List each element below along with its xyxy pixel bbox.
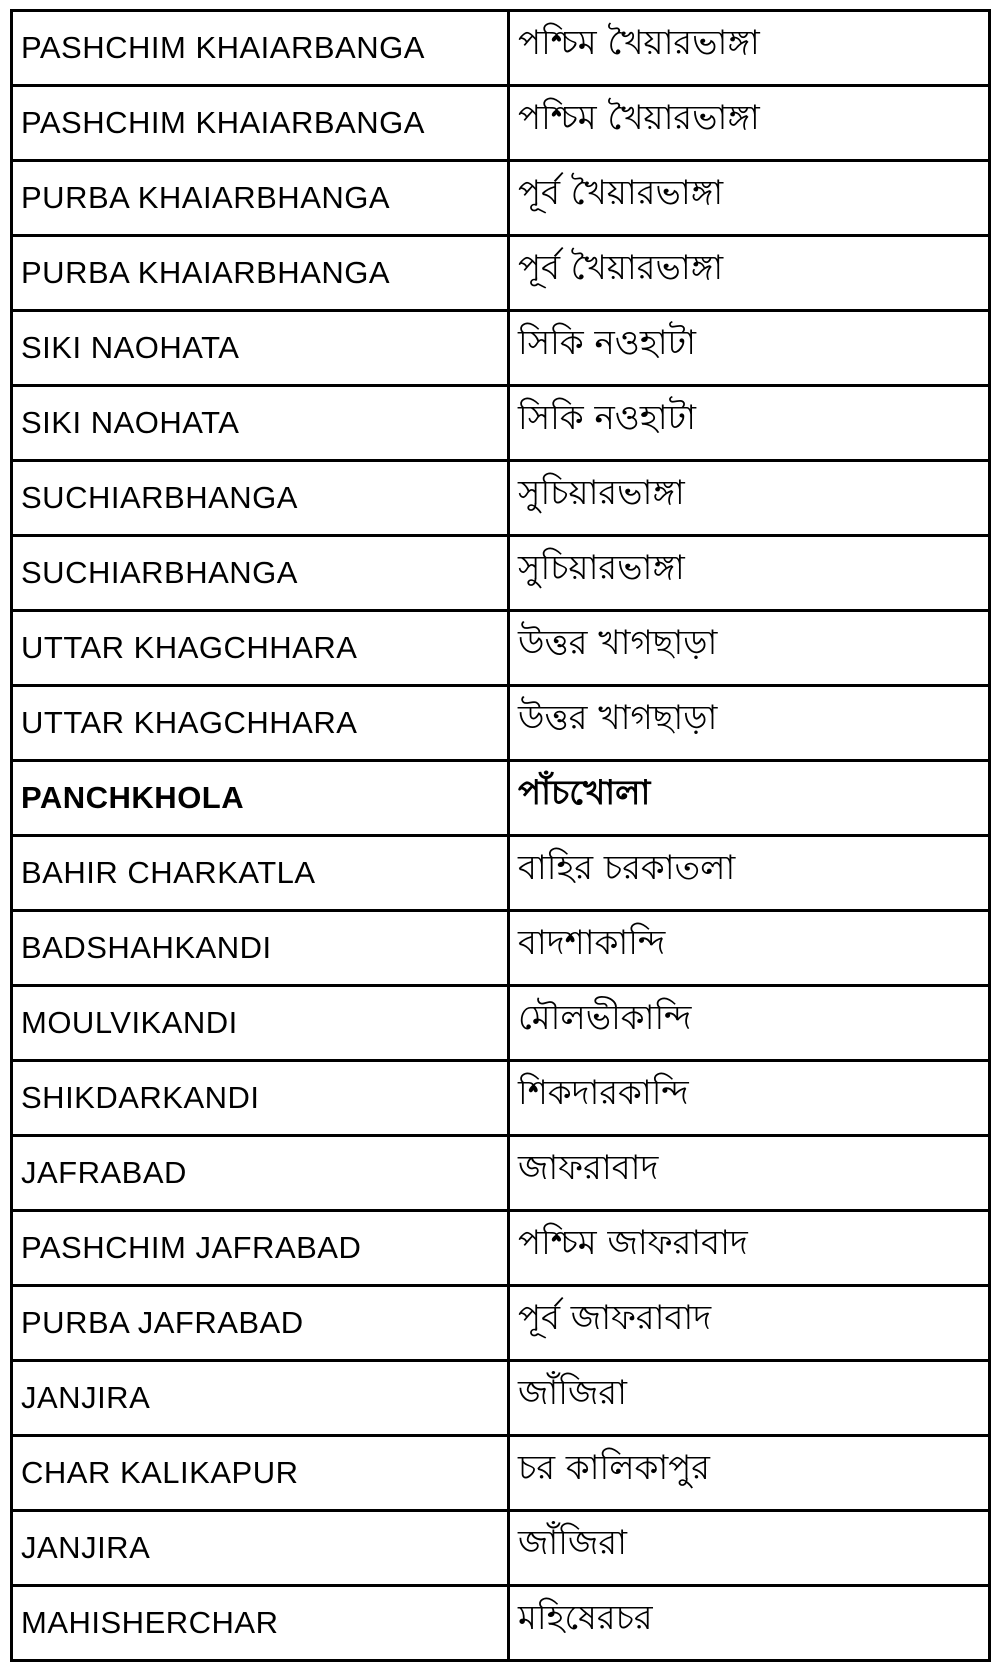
- english-name-cell: SUCHIARBHANGA: [12, 536, 509, 611]
- table-row: [12, 461, 990, 536]
- bengali-name-cell: জাঁজিরা: [509, 1511, 990, 1586]
- table-row: [12, 761, 990, 836]
- english-name-cell: SIKI NAOHATA: [12, 386, 509, 461]
- english-name-cell: PURBA KHAIARBHANGA: [12, 161, 509, 236]
- table-row: [12, 1586, 990, 1661]
- bengali-name-cell: জাফরাবাদ: [509, 1136, 990, 1211]
- table-row: [12, 386, 990, 461]
- table-row: [12, 536, 990, 611]
- bengali-name-cell: মহিষেরচর: [509, 1586, 990, 1661]
- bengali-name-cell: পাঁচখোলা: [509, 761, 990, 836]
- english-name-cell: UTTAR KHAGCHHARA: [12, 686, 509, 761]
- bengali-name-cell: পশ্চিম জাফরাবাদ: [509, 1211, 990, 1286]
- english-name-cell: CHAR KALIKAPUR: [12, 1436, 509, 1511]
- english-name-cell: PASHCHIM KHAIARBANGA: [12, 86, 509, 161]
- bengali-name-cell: পূর্ব জাফরাবাদ: [509, 1286, 990, 1361]
- english-name-cell: BADSHAHKANDI: [12, 911, 509, 986]
- english-name-cell: BAHIR CHARKATLA: [12, 836, 509, 911]
- english-name-cell: SHIKDARKANDI: [12, 1061, 509, 1136]
- bengali-name-cell: জাঁজিরা: [509, 1361, 990, 1436]
- table-row: [12, 1361, 990, 1436]
- table-row: [12, 1061, 990, 1136]
- english-name-cell: SUCHIARBHANGA: [12, 461, 509, 536]
- bengali-name-cell: চর কালিকাপুর: [509, 1436, 990, 1511]
- table-row: [12, 311, 990, 386]
- bengali-name-cell: সিকি নওহাটা: [509, 311, 990, 386]
- english-name-cell: JAFRABAD: [12, 1136, 509, 1211]
- table-row: [12, 161, 990, 236]
- english-name-cell: JANJIRA: [12, 1361, 509, 1436]
- bengali-name-cell: পশ্চিম খৈয়ারভাঙ্গা: [509, 86, 990, 161]
- table-row: [12, 86, 990, 161]
- bengali-name-cell: সিকি নওহাটা: [509, 386, 990, 461]
- table-row: [12, 1211, 990, 1286]
- table-row: [12, 911, 990, 986]
- english-name-cell: PURBA KHAIARBHANGA: [12, 236, 509, 311]
- english-name-cell: PANCHKHOLA: [12, 761, 509, 836]
- place-name-table: [10, 9, 991, 1662]
- table-row: [12, 1136, 990, 1211]
- bengali-name-cell: পূর্ব খৈয়ারভাঙ্গা: [509, 236, 990, 311]
- table-row: [12, 11, 990, 86]
- bengali-name-cell: পূর্ব খৈয়ারভাঙ্গা: [509, 161, 990, 236]
- bengali-name-cell: পশ্চিম খৈয়ারভাঙ্গা: [509, 11, 990, 86]
- english-name-cell: PASHCHIM JAFRABAD: [12, 1211, 509, 1286]
- english-name-cell: PASHCHIM KHAIARBANGA: [12, 11, 509, 86]
- table-body: [12, 11, 990, 1661]
- english-name-cell: UTTAR KHAGCHHARA: [12, 611, 509, 686]
- bengali-name-cell: বাদশাকান্দি: [509, 911, 990, 986]
- bengali-name-cell: সুচিয়ারভাঙ্গা: [509, 461, 990, 536]
- english-name-cell: JANJIRA: [12, 1511, 509, 1586]
- table-row: [12, 836, 990, 911]
- table-row: [12, 1436, 990, 1511]
- english-name-cell: MAHISHERCHAR: [12, 1586, 509, 1661]
- bengali-name-cell: বাহির চরকাতলা: [509, 836, 990, 911]
- bengali-name-cell: সুচিয়ারভাঙ্গা: [509, 536, 990, 611]
- table-row: [12, 986, 990, 1061]
- table-row: [12, 1286, 990, 1361]
- bengali-name-cell: শিকদারকান্দি: [509, 1061, 990, 1136]
- english-name-cell: PURBA JAFRABAD: [12, 1286, 509, 1361]
- table-row: [12, 236, 990, 311]
- table-row: [12, 1511, 990, 1586]
- table-row: [12, 611, 990, 686]
- bengali-name-cell: মৌলভীকান্দি: [509, 986, 990, 1061]
- bengali-name-cell: উত্তর খাগছাড়া: [509, 686, 990, 761]
- bengali-name-cell: উত্তর খাগছাড়া: [509, 611, 990, 686]
- english-name-cell: MOULVIKANDI: [12, 986, 509, 1061]
- english-name-cell: SIKI NAOHATA: [12, 311, 509, 386]
- table-row: [12, 686, 990, 761]
